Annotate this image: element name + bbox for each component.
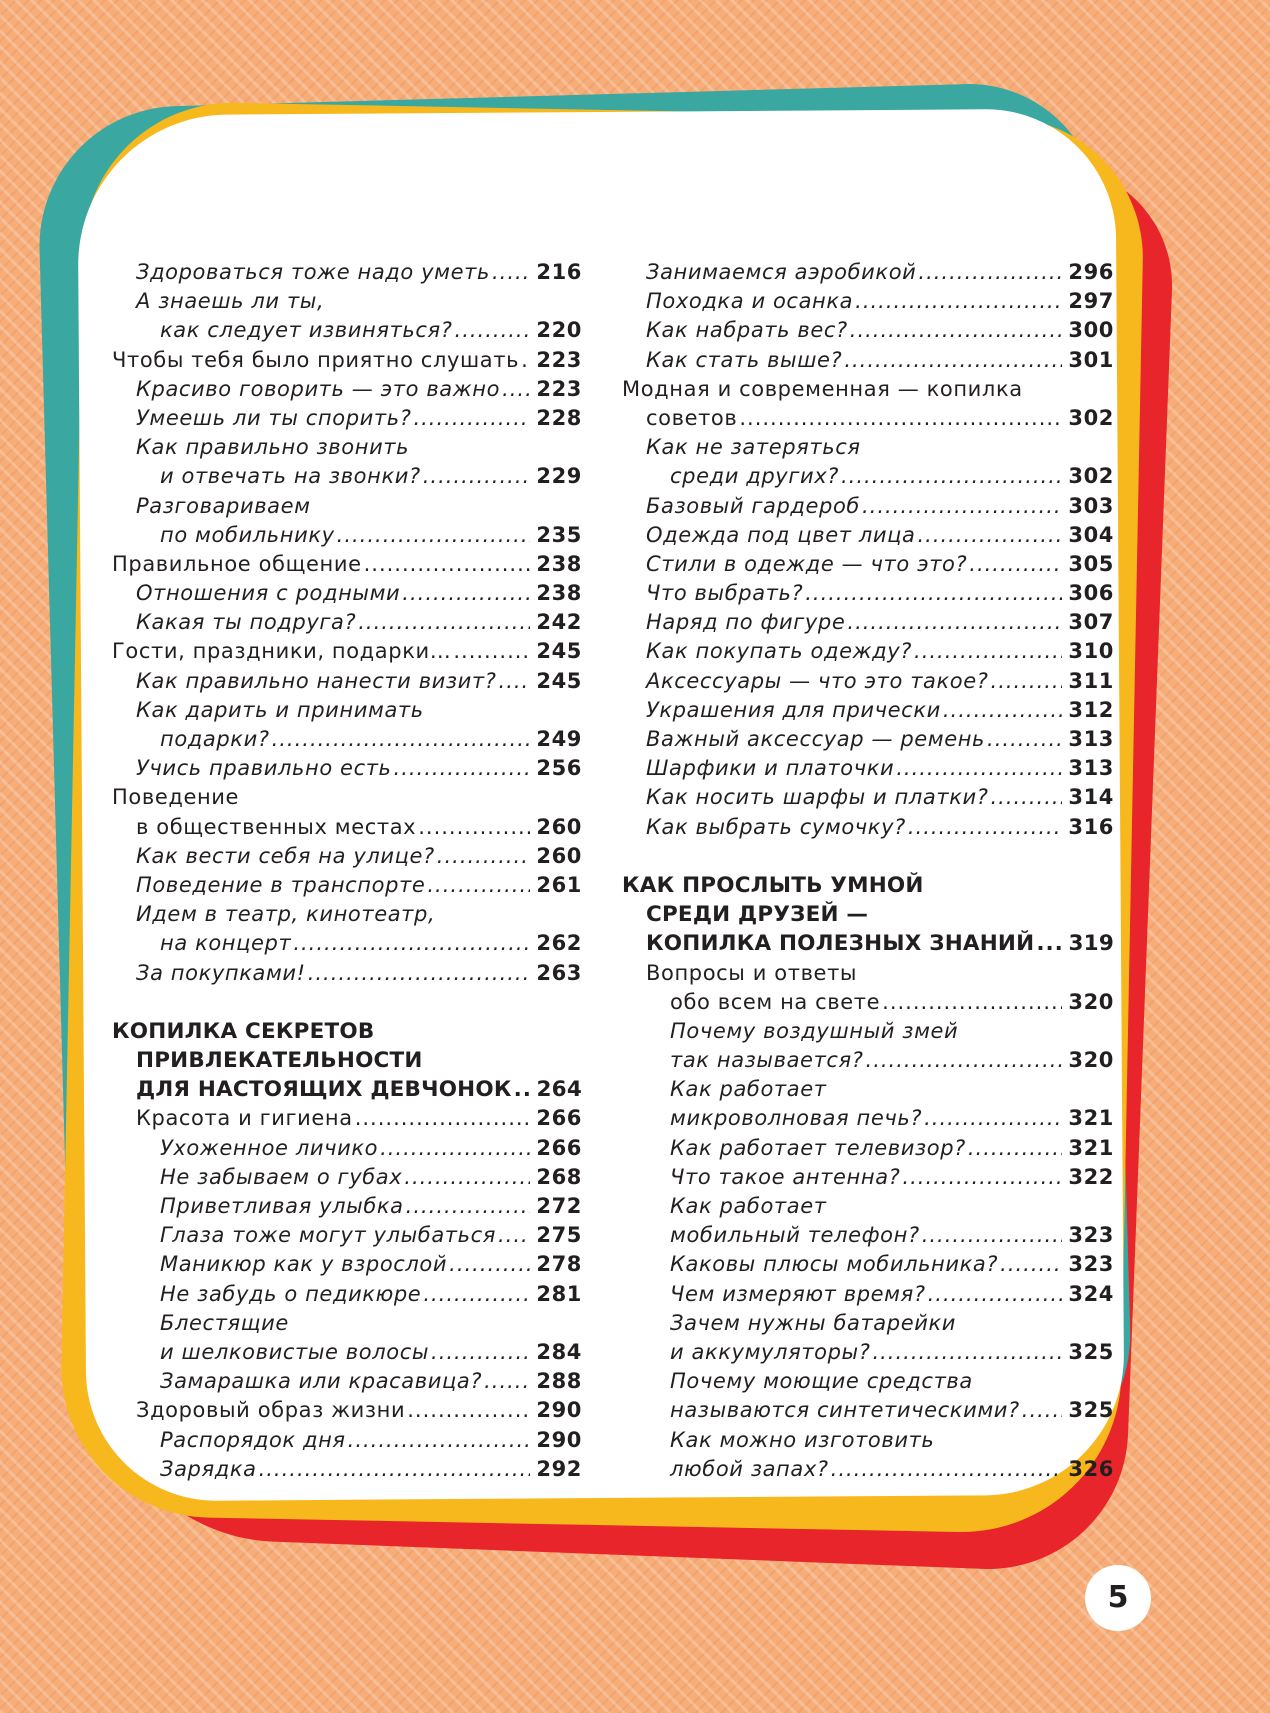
toc-entry: Поведение: [112, 785, 240, 810]
toc-entry: [622, 988, 1114, 1017]
toc-section-heading: [622, 929, 1114, 958]
toc-entry-title: Замарашка или красавица?: [160, 1369, 483, 1394]
toc-entry-title: любой запах?: [670, 1456, 829, 1481]
toc-entry: Как работает: [670, 1077, 827, 1102]
toc-entry: [112, 871, 582, 900]
dot-leader: [521, 346, 530, 375]
dot-leader: [413, 404, 530, 433]
dot-leader: [355, 1104, 531, 1133]
toc-entry-title: Что выбрать?: [646, 581, 804, 606]
toc-entry-title: Походка и осанка: [646, 289, 854, 314]
dot-leader: [922, 1221, 1063, 1250]
toc-entry: [112, 1163, 582, 1192]
toc-entry: Модная и современная — копилка: [622, 376, 1023, 401]
toc-section-heading: [112, 1075, 582, 1104]
toc-entry-title: Как работает телевизор?: [670, 1135, 966, 1160]
section-spacer: [622, 842, 1114, 871]
dot-leader: [914, 637, 1062, 666]
toc-entry-title: Как стать выше?: [646, 347, 843, 372]
toc-entry: [112, 404, 582, 433]
toc-page-number: 281: [536, 1281, 582, 1306]
toc-page-number: 306: [1068, 581, 1114, 606]
toc-entry: [112, 725, 582, 754]
dot-leader: [862, 492, 1062, 521]
toc-entry-title: Поведение в транспорте: [136, 872, 426, 897]
dot-leader: [844, 346, 1062, 375]
dot-leader: [908, 813, 1063, 842]
toc-entry-title: Правильное общение: [112, 551, 362, 576]
dot-leader: [502, 375, 530, 404]
toc-entry: [112, 1396, 582, 1425]
dot-leader: [272, 725, 531, 754]
toc-page-number: 323: [1068, 1252, 1114, 1277]
toc-entry: [112, 1192, 582, 1221]
dot-leader: [866, 1046, 1063, 1075]
toc-page-number: 307: [1068, 610, 1114, 635]
toc-page-number: 223: [536, 347, 582, 372]
toc-entry: [622, 637, 1114, 666]
toc-page-number: 290: [536, 1427, 582, 1452]
toc-page-number: 238: [536, 581, 582, 606]
toc-entry: [622, 1163, 1114, 1192]
toc-entry: [112, 375, 582, 404]
toc-entry: [622, 550, 1114, 579]
toc-entry: Как работает: [670, 1194, 827, 1218]
toc-page-number: 263: [536, 960, 582, 985]
toc-page-number: 313: [1068, 756, 1114, 781]
toc-entry: [112, 754, 582, 783]
toc-entry: [622, 1338, 1114, 1367]
toc-entry-title: Не забудь о педикюре: [160, 1281, 422, 1306]
dot-leader: [402, 579, 530, 608]
toc-entry-title: среди других?: [670, 464, 839, 489]
dot-leader: [358, 608, 530, 637]
toc-entry-title: подарки?: [160, 727, 270, 751]
toc-entry: [112, 842, 582, 871]
toc-page-number: 220: [536, 318, 582, 343]
toc-page-number: 272: [536, 1194, 582, 1218]
toc-entry-title: по мобильнику: [160, 522, 335, 547]
dot-leader: [805, 579, 1062, 608]
dot-leader: [943, 696, 1062, 725]
toc-page-number: 249: [536, 727, 582, 751]
toc-entry: [112, 667, 582, 696]
toc-page-number: 324: [1068, 1281, 1114, 1306]
toc-entry: [112, 550, 582, 579]
toc-entry-title: Как выбрать сумочку?: [646, 814, 906, 839]
dot-leader: [407, 1396, 530, 1425]
toc-entry: [622, 404, 1114, 433]
toc-page-number: 275: [536, 1223, 582, 1248]
toc-entry-title: на концерт: [160, 931, 292, 956]
toc-page-number: 320: [1068, 989, 1114, 1014]
toc-page-number: 304: [1068, 522, 1114, 547]
dot-leader: [418, 813, 530, 842]
toc-page-number: 266: [536, 1106, 582, 1131]
toc-entry-title: Распорядок дня: [160, 1427, 346, 1452]
toc-right-column: [622, 258, 1114, 1484]
toc-page-number: 266: [536, 1135, 582, 1160]
toc-entry-title: Наряд по фигуре: [646, 610, 846, 635]
toc-entry-title: Шарфики и платочки: [646, 756, 895, 781]
dot-leader: [928, 1280, 1063, 1309]
toc-entry-title: Как носить шарфы и платки?: [646, 785, 989, 810]
dot-leader: [308, 959, 531, 988]
toc-page-number: 305: [1068, 551, 1114, 576]
dot-leader: [484, 1367, 530, 1396]
toc-page-number: 321: [1068, 1135, 1114, 1160]
toc-entry-title: так называется?: [670, 1048, 864, 1073]
toc-page-number: 316: [1068, 814, 1114, 839]
dot-leader: [969, 550, 1062, 579]
dot-leader: [449, 1250, 530, 1279]
toc-page-number: 325: [1068, 1339, 1114, 1364]
toc-page-number: 284: [536, 1339, 582, 1364]
toc-page-number: 312: [1068, 697, 1114, 722]
toc-entry-title: называются синтетическими?: [670, 1398, 1020, 1423]
toc-page-number: 300: [1068, 318, 1114, 343]
toc-page-number: 278: [536, 1252, 582, 1277]
toc-entry: Как не затеряться: [646, 435, 861, 460]
toc-section-heading: ПРИВЛЕКАТЕЛЬНОСТИ: [136, 1048, 423, 1074]
toc-entry-title: Ухоженное личико: [160, 1135, 379, 1160]
toc-entry: Идем в театр, кинотеатр,: [136, 902, 436, 927]
toc-page-number: 302: [1068, 464, 1114, 489]
dot-leader: [455, 316, 531, 345]
dot-leader: [1022, 1396, 1063, 1425]
toc-entry: [112, 346, 582, 375]
toc-entry-title: Приветливая улыбка: [160, 1194, 404, 1218]
toc-entry-title: Как набрать вес?: [646, 318, 848, 343]
toc-entry: [622, 1221, 1114, 1250]
toc-page-number: 321: [1068, 1106, 1114, 1131]
toc-entry: Как дарить и принимать: [136, 697, 424, 722]
toc-entry: [112, 1134, 582, 1163]
toc-page-number: 245: [536, 639, 582, 664]
toc-entry-title: Умеешь ли ты спорить?: [136, 405, 412, 430]
toc-entry: [112, 637, 582, 666]
toc-entry: [622, 1250, 1114, 1279]
toc-entry-title: За покупками!: [136, 960, 306, 985]
toc-entry: [112, 1250, 582, 1279]
toc-entry-title: Гости, праздники, подарки…: [112, 639, 452, 664]
dot-leader: [498, 1221, 530, 1250]
toc-entry: [622, 725, 1114, 754]
toc-page-number: 302: [1068, 405, 1114, 430]
toc-page-number: 216: [536, 260, 582, 284]
dot-leader: [437, 842, 531, 871]
dot-leader: [499, 667, 531, 696]
toc-entry: [112, 1338, 582, 1367]
toc-entry: [622, 1396, 1114, 1425]
toc-entry-title: как следует извиняться?: [160, 318, 453, 343]
toc-entry: [112, 929, 582, 958]
dot-leader: [404, 1163, 530, 1192]
dot-leader: [855, 287, 1062, 316]
toc-page-number: 303: [1068, 493, 1114, 518]
toc-entry: [622, 1104, 1114, 1133]
toc-page-number: 319: [1068, 931, 1114, 957]
toc-entry-title: Как вести себя на улице?: [136, 843, 435, 868]
dot-leader: [348, 1426, 531, 1455]
toc-entry-title: Как покупать одежду?: [646, 639, 913, 664]
toc-entry-title: Отношения с родными: [136, 581, 401, 606]
toc-entry-title: мобильный телефон?: [670, 1223, 920, 1248]
dot-leader: [991, 667, 1063, 696]
toc-page-number: 313: [1068, 727, 1114, 751]
dot-leader: [1036, 929, 1062, 958]
dot-leader: [968, 1134, 1062, 1163]
toc-entry-title: обо всем на свете: [670, 989, 881, 1014]
toc-entry-title: ДЛЯ НАСТОЯЩИХ ДЕВЧОНОК: [136, 1077, 512, 1103]
toc-entry: [622, 813, 1114, 842]
toc-entry-title: Что такое антенна?: [670, 1164, 901, 1189]
toc-entry: [112, 608, 582, 637]
toc-section-heading: КОПИЛКА СЕКРЕТОВ: [112, 1018, 375, 1044]
toc-entry: [112, 813, 582, 842]
toc-entry: Разговариваем: [136, 493, 311, 518]
toc-entry-title: Занимаемся аэробикой: [646, 260, 917, 284]
toc-entry: [112, 1426, 582, 1455]
toc-page-number: 288: [536, 1369, 582, 1394]
toc-entry-title: микроволновая печь?: [670, 1106, 923, 1131]
toc-page-number: 256: [536, 756, 582, 781]
toc-entry-title: Глаза тоже могут улыбаться: [160, 1223, 496, 1248]
toc-entry: [622, 258, 1114, 287]
toc-entry: [622, 696, 1114, 725]
toc-page-number: 262: [536, 931, 582, 956]
dot-leader: [872, 1338, 1062, 1367]
toc-entry: Как можно изготовить: [670, 1427, 935, 1452]
toc-entry-title: Красота и гигиена: [136, 1106, 353, 1131]
toc-section-heading: СРЕДИ ДРУЗЕЙ —: [646, 902, 869, 928]
toc-entry: [112, 258, 582, 287]
dot-leader: [739, 404, 1062, 433]
toc-left-column: [112, 258, 582, 1484]
toc-entry: [622, 1134, 1114, 1163]
dot-leader: [453, 637, 530, 666]
dot-leader: [406, 1192, 531, 1221]
toc-page-number: 242: [536, 610, 582, 635]
toc-entry-title: Маникюр как у взрослой: [160, 1252, 448, 1277]
toc-page-number: 311: [1068, 668, 1114, 693]
toc-entry-title: Стили в одежде — что это?: [646, 551, 968, 576]
toc-entry-title: Не забываем о губах: [160, 1164, 403, 1189]
toc-entry-title: и аккумуляторы?: [670, 1339, 871, 1364]
toc-entry: [622, 667, 1114, 696]
toc-entry-title: Каковы плюсы мобильника?: [670, 1252, 999, 1277]
toc-page-number: 223: [536, 376, 582, 401]
dot-leader: [259, 1455, 531, 1484]
toc-entry-title: Зарядка: [160, 1456, 257, 1481]
toc-page-number: 320: [1068, 1048, 1114, 1073]
dot-leader: [431, 1338, 530, 1367]
dot-leader: [380, 1134, 530, 1163]
toc-page-number: 292: [536, 1456, 582, 1481]
toc-entry: [622, 1280, 1114, 1309]
toc-entry: Почему воздушный змей: [670, 1018, 959, 1043]
dot-leader: [924, 1104, 1062, 1133]
toc-entry-title: Чтобы тебя было приятно слушать: [112, 347, 520, 372]
toc-entry: [112, 959, 582, 988]
toc-entry: [622, 462, 1114, 491]
toc-entry: [622, 287, 1114, 316]
dot-leader: [987, 725, 1062, 754]
toc-page-number: 296: [1068, 260, 1114, 284]
toc-entry: [622, 316, 1114, 345]
toc-page-number: 325: [1068, 1398, 1114, 1423]
toc-entry: А знаешь ли ты,: [136, 289, 325, 314]
dot-leader: [394, 754, 531, 783]
dot-leader: [423, 462, 531, 491]
dot-leader: [1000, 1250, 1062, 1279]
toc-page-number: 323: [1068, 1223, 1114, 1248]
toc-entry-title: Одежда под цвет лица: [646, 522, 916, 547]
toc-entry-title: советов: [646, 405, 738, 430]
toc-page-number: 297: [1068, 289, 1114, 314]
toc-entry: [112, 1104, 582, 1133]
toc-entry-title: Базовый гардероб: [646, 493, 860, 518]
toc-page-number: 310: [1068, 639, 1114, 664]
toc-entry: [622, 521, 1114, 550]
toc-page-number: 229: [536, 464, 582, 489]
toc-entry-title: Учись правильно есть: [136, 756, 392, 781]
page-number: 5: [1085, 1565, 1151, 1631]
toc-page-number: 268: [536, 1164, 582, 1189]
toc-entry: [112, 1367, 582, 1396]
toc-page-number: 245: [536, 668, 582, 693]
toc-entry: [622, 754, 1114, 783]
toc-page-number: 235: [536, 522, 582, 547]
dot-leader: [990, 783, 1062, 812]
toc-entry-title: Украшения для прически: [646, 697, 941, 722]
toc-page-number: 322: [1068, 1164, 1114, 1189]
toc-entry-title: Какая ты подруга?: [136, 610, 357, 635]
toc-page-number: 264: [536, 1077, 582, 1103]
toc-entry-title: Здороваться тоже надо уметь: [136, 260, 490, 284]
dot-leader: [427, 871, 530, 900]
toc-entry: Блестящие: [160, 1310, 289, 1335]
dot-leader: [337, 521, 531, 550]
toc-entry: [112, 1221, 582, 1250]
dot-leader: [918, 258, 1062, 287]
toc-entry: [622, 346, 1114, 375]
dot-leader: [831, 1455, 1063, 1484]
toc-entry: [622, 492, 1114, 521]
toc-section-heading: КАК ПРОСЛЫТЬ УМНОЙ: [622, 872, 924, 898]
toc-page-number: 301: [1068, 347, 1114, 372]
toc-entry: Зачем нужны батарейки: [670, 1310, 956, 1335]
toc-entry-title: и шелковистые волосы: [160, 1339, 430, 1364]
dot-leader: [896, 754, 1062, 783]
toc-page-number: 260: [536, 843, 582, 868]
dot-leader: [841, 462, 1062, 491]
dot-leader: [850, 316, 1063, 345]
toc-entry-title: Здоровый образ жизни: [136, 1398, 406, 1423]
toc-page-number: 290: [536, 1398, 582, 1423]
dot-leader: [902, 1163, 1062, 1192]
dot-leader: [364, 550, 531, 579]
toc-entry-title: Аксессуары — что это такое?: [646, 668, 989, 693]
toc-entry-title: Как правильно нанести визит?: [136, 668, 497, 693]
dot-leader: [514, 1075, 531, 1104]
toc-entry: [622, 783, 1114, 812]
dot-leader: [917, 521, 1062, 550]
toc-entry-title: КОПИЛКА ПОЛЕЗНЫХ ЗНАНИЙ: [646, 931, 1035, 957]
toc-entry: Почему моющие средства: [670, 1369, 973, 1394]
dot-leader: [423, 1280, 530, 1309]
toc-entry: [112, 316, 582, 345]
toc-entry-title: и отвечать на звонки?: [160, 464, 421, 489]
section-spacer: [112, 988, 582, 1017]
toc-entry: Вопросы и ответы: [646, 960, 858, 985]
toc-entry-title: в общественных местах: [136, 814, 417, 839]
toc-entry-title: Важный аксессуар — ремень: [646, 727, 986, 751]
toc-page-number: 314: [1068, 785, 1114, 810]
toc-entry: Как правильно звонить: [136, 435, 410, 460]
toc-entry: [622, 579, 1114, 608]
toc-page-number: 228: [536, 405, 582, 430]
toc-entry-title: Чем измеряют время?: [670, 1281, 926, 1306]
dot-leader: [882, 988, 1062, 1017]
dot-leader: [847, 608, 1062, 637]
toc-entry: [622, 1455, 1114, 1484]
toc-entry: [112, 1455, 582, 1484]
dot-leader: [492, 258, 530, 287]
toc-entry: [112, 579, 582, 608]
toc-page-number: 261: [536, 872, 582, 897]
dot-leader: [293, 929, 530, 958]
toc-entry-title: Красиво говорить — это важно: [136, 376, 501, 401]
toc-page-number: 260: [536, 814, 582, 839]
toc-entry: [112, 1280, 582, 1309]
toc-entry: [112, 521, 582, 550]
toc-page-number: 238: [536, 551, 582, 576]
toc-entry: [112, 462, 582, 491]
toc-page-number: 326: [1068, 1456, 1114, 1481]
toc-entry: [622, 608, 1114, 637]
toc-entry: [622, 1046, 1114, 1075]
